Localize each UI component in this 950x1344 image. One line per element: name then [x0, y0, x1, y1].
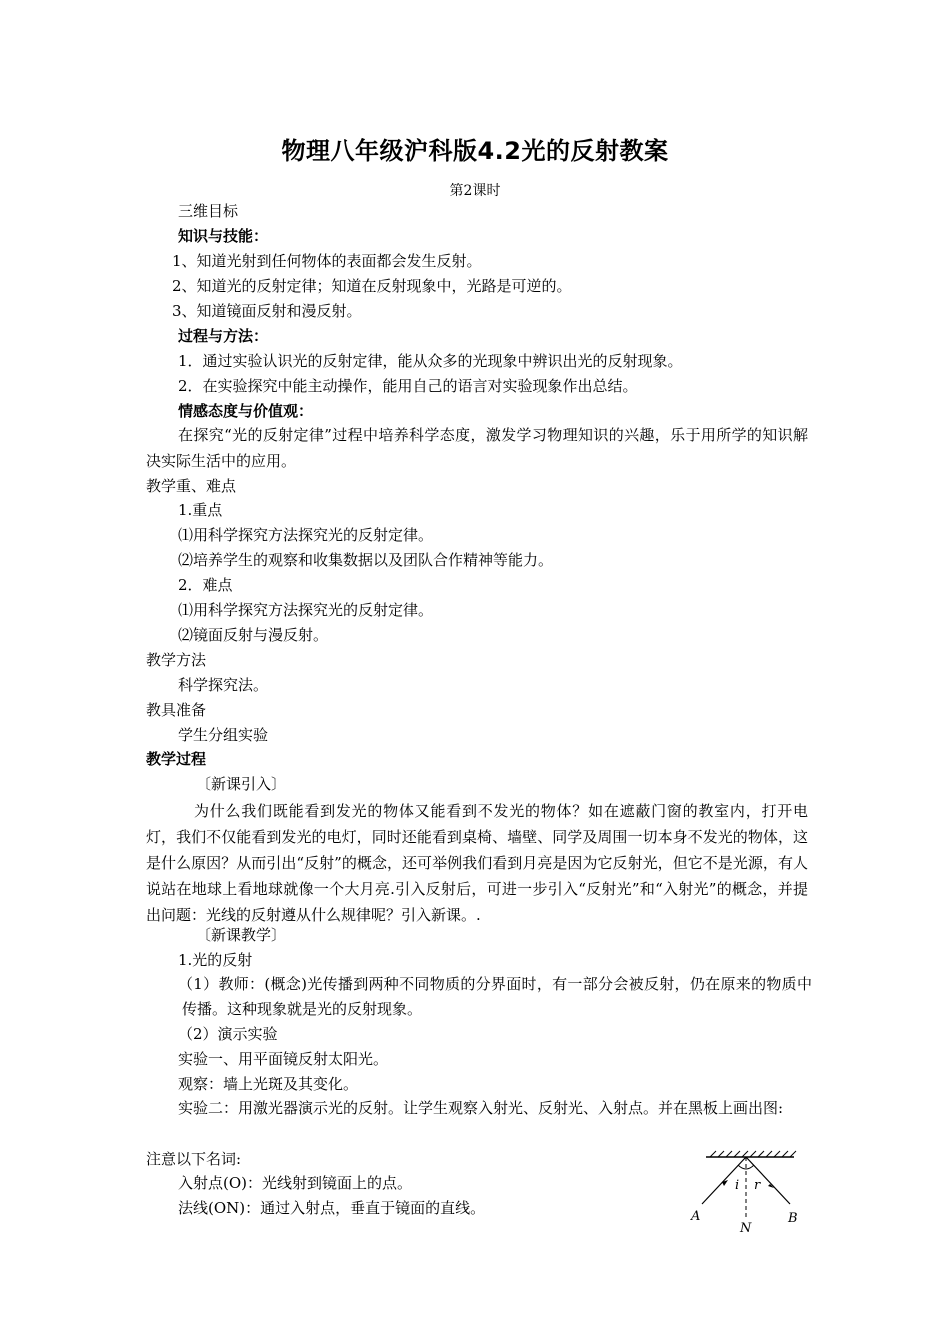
reflection-label: 1.光的反射	[178, 951, 253, 969]
point-n-label: N	[740, 1221, 752, 1234]
goals-heading: 三维目标	[178, 202, 239, 220]
incident-ray	[702, 1157, 746, 1204]
keypoint-item: ⑴用科学探究方法探究光的反射定律。	[178, 526, 434, 544]
incidence-point-definition: 入射点(O)：光线射到镜面上的点。	[178, 1174, 413, 1192]
note-heading: 注意以下名词:	[146, 1150, 242, 1168]
knowledge-item: 1、知道光射到任何物体的表面都会发生反射。	[172, 252, 482, 270]
process-item: 2．在实验探究中能主动操作，能用自己的语言对实验现象作出总结。	[178, 377, 638, 395]
point-b-label: B	[788, 1211, 798, 1226]
knowledge-item: 2、知道光的反射定律；知道在反射现象中，光路是可逆的。	[172, 277, 572, 295]
intro-heading: 〔新课引入〕	[196, 775, 287, 793]
observe-text: 观察：墙上光斑及其变化。	[178, 1075, 359, 1093]
keypoint-item: ⑵培养学生的观察和收集数据以及团队合作精神等能力。	[178, 551, 554, 569]
tools-text: 学生分组实验	[178, 726, 269, 744]
process-main-heading: 教学过程	[146, 750, 207, 768]
method-heading: 教学方法	[146, 651, 207, 669]
teach-heading: 〔新课教学〕	[196, 926, 287, 944]
difficulty-item: ⑵镜面反射与漫反射。	[178, 626, 329, 644]
knowledge-heading: 知识与技能：	[178, 227, 269, 245]
emotion-heading: 情感态度与价值观：	[178, 402, 314, 420]
emotion-text: 在探究“光的反射定律”过程中培养科学态度，激发学习物理知识的兴趣，乐于用所学的知识解决实际生活中的应用。	[146, 426, 808, 470]
experiment-one: 实验一、用平面镜反射太阳光。	[178, 1050, 389, 1068]
page-title: 物理八年级沪科版4.2光的反射教案	[281, 137, 669, 165]
keypoints-heading: 教学重、难点	[146, 477, 237, 495]
mirror-hatching	[710, 1151, 796, 1157]
intro-text: 为什么我们既能看到发光的物体又能看到不发光的物体？如在遮蔽门窗的教室内，打开电灯，我们不仅能看到发光的电灯，同时还能看到桌椅、墙壁、同学及周围一切本身不发光的物体，这是什么原因？从而引出“反射”的概念，还可举例我们看到月亮是因为它反射光，但它不是光源，有人说站在地球上看地球就像一个大月亮.引入反射后，可进一步引入“反射光”和“入射光”的概念，并提出问题：光线的反射遵从什么规律呢？引入新课。.	[146, 802, 808, 924]
difficulty-label: 2．难点	[178, 576, 233, 594]
incidence-angle-arc	[738, 1165, 746, 1169]
reflected-ray	[746, 1157, 790, 1204]
demo-label: （2）演示实验	[178, 1025, 278, 1043]
point-a-label: A	[691, 1209, 701, 1224]
concept-text: （1）教师：(概念)光传播到两种不同物质的分界面时，有一部分会被反射，仍在原来的物质中传播。这种现象就是光的反射现象。	[178, 975, 812, 1018]
difficulty-item: ⑴用科学探究方法探究光的反射定律。	[178, 601, 434, 619]
process-item: 1．通过实验认识光的反射定律，能从众多的光现象中辨识出光的反射现象。	[178, 352, 683, 370]
method-text: 科学探究法。	[178, 676, 269, 694]
reflection-angle-arc	[746, 1165, 754, 1169]
knowledge-item: 3、知道镜面反射和漫反射。	[172, 302, 362, 320]
keypoint-label: 1.重点	[178, 501, 223, 519]
page-subtitle: 第2课时	[449, 183, 501, 199]
angle-i-label: i	[735, 1178, 740, 1193]
experiment-two: 实验二：用激光器演示光的反射。让学生观察入射光、反射光、入射点。并在黑板上画出图:	[178, 1099, 784, 1117]
angle-r-label: r	[754, 1178, 761, 1193]
tools-heading: 教具准备	[146, 701, 207, 719]
normal-line-definition: 法线(ON)：通过入射点，垂直于镜面的直线。	[178, 1199, 486, 1217]
reflection-diagram	[688, 1148, 810, 1234]
process-heading: 过程与方法：	[178, 327, 269, 345]
